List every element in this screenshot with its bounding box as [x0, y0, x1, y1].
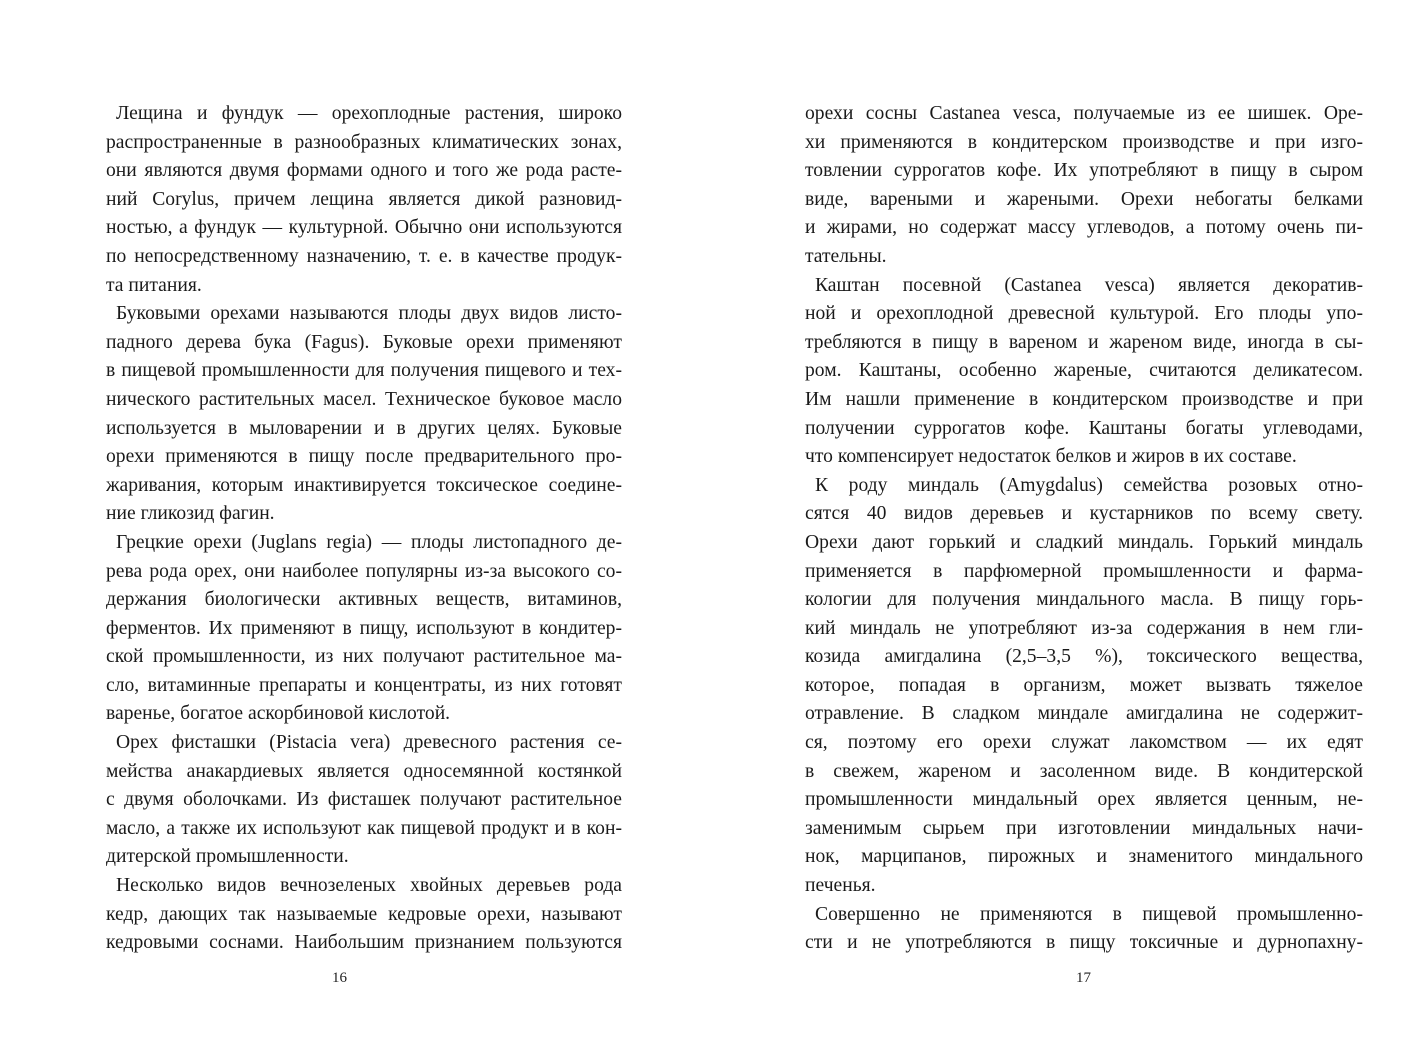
text-line: ферментов. Их применяют в пищу, используют в кондитер- [106, 617, 622, 639]
text-line: в пищевой промышленности для получения пищевого и тех- [106, 360, 622, 382]
text-line: используется в мыловарении и в других целях. Буковые [106, 417, 622, 439]
text-line: мейства анакардиевых является односемянной костянкой [106, 760, 622, 782]
text-line: хи применяются в кондитерском производстве и при изго- [805, 131, 1363, 153]
text-line: Лещина и фундук — орехоплодные растения, широко [116, 103, 622, 124]
text-line: отравление. В сладком миндале амигдалина не содержит- [805, 703, 1363, 725]
text-line: товлении суррогатов кофе. Их употребляют в пищу в сыром [805, 160, 1363, 182]
text-line: ностью, а фундук — культурной. Обычно они используются [106, 217, 622, 239]
text-line: Орехи дают горький и сладкий миндаль. Горький миндаль [805, 531, 1363, 553]
text-line: кедровыми соснами. Наибольшим признанием пользуются [106, 932, 622, 954]
text-line: варенье, богатое аскорбиновой кислотой. [106, 703, 451, 725]
page-number-right: 17 [1076, 970, 1091, 986]
text-line: заменимым сырьем при изготовлении миндальных начи- [805, 817, 1363, 839]
page-number-left: 16 [332, 970, 347, 986]
text-line: которое, попадая в организм, может вызвать тяжелое [805, 674, 1363, 696]
text-line: ние гликозид фагин. [106, 503, 275, 525]
text-line: Им нашли применение в кондитерском производстве и при [805, 388, 1363, 410]
text-line: что компенсирует недостаток белков и жиров в их составе. [805, 446, 1297, 468]
text-line: ром. Каштаны, особенно жареные, считаются деликатесом. [805, 360, 1363, 382]
text-line: козида амигдалина (2,5–3,5 %), токсического вещества, [805, 646, 1363, 668]
text-line: орехи применяются в пищу после предварительного про- [106, 446, 622, 468]
text-line: они являются двумя формами одного и того же рода расте- [106, 160, 622, 182]
text-line: печенья. [805, 875, 876, 897]
text-line: и жирами, но содержат массу углеводов, а потому очень пи- [805, 217, 1363, 239]
text-line: масло, а также их используют как пищевой продукт и в кон- [106, 817, 622, 839]
text-line: Буковыми орехами называются плоды двух видов листо- [116, 303, 622, 325]
text-line: распространенные в разнообразных климатических зонах, [106, 131, 622, 153]
text-line: ний Corylus, причем лещина является дикой разновид- [106, 188, 622, 210]
text-line: Орех фисташки (Pistacia vera) древесного растения се- [116, 732, 622, 754]
text-line: кедр, дающих так называемые кедровые орехи, называют [106, 903, 622, 925]
text-line: применяется в парфюмерной промышленности и фарма- [805, 560, 1363, 582]
text-line: Совершенно не применяются в пищевой промышленно- [815, 903, 1363, 925]
text-line: нок, марципанов, пирожных и знаменитого миндального [805, 846, 1363, 868]
text-line: сло, витаминные препараты и концентраты, из них готовят [106, 674, 622, 696]
text-line: Грецкие орехи (Juglans regia) — плоды листопадного де- [116, 531, 622, 553]
text-line: ской промышленности, из них получают растительное ма- [106, 646, 622, 668]
text-line: жаривания, которым инактивируется токсическое соедине- [106, 474, 622, 496]
text-line: сятся 40 видов деревьев и кустарников по всему свету. [805, 503, 1363, 525]
text-line: ной и орехоплодной древесной культурой. Его плоды упо- [805, 303, 1363, 325]
text-line: кий миндаль не употребляют из-за содержания в нем гли- [805, 617, 1363, 639]
text-line: сти и не употребляются в пищу токсичные и дурнопахну- [805, 932, 1363, 954]
text-line: с двумя оболочками. Из фисташек получают растительное [106, 789, 622, 811]
text-line: требляются в пищу в вареном и жареном виде, иногда в сы- [805, 331, 1363, 353]
text-line: К роду миндаль (Amygdalus) семейства розовых отно- [815, 474, 1363, 496]
text-line: кологии для получения миндального масла. В пищу горь- [805, 589, 1363, 611]
text-line: тательны. [805, 245, 887, 267]
text-line: рева рода орех, они наиболее популярны из-за высокого со- [106, 560, 622, 582]
page-left [106, 100, 622, 958]
text-line: орехи сосны Castanea vesca, получаемые из ее шишек. Оре- [805, 103, 1363, 124]
text-line: нического растительных масел. Техническое буковое масло [106, 388, 622, 410]
text-line: та питания. [106, 274, 202, 296]
text-line: получении суррогатов кофе. Каштаны богаты углеводами, [805, 417, 1363, 439]
text-line: держания биологически активных веществ, витаминов, [106, 589, 622, 611]
text-line: в свежем, жареном и засоленном виде. В кондитерской [805, 760, 1363, 782]
text-line: виде, вареными и жареными. Орехи небогаты белками [805, 188, 1363, 210]
text-line: дитерской промышленности. [106, 846, 349, 868]
text-line: падного дерева бука (Fagus). Буковые орехи применяют [106, 331, 622, 353]
text-line: ся, поэтому его орехи служат лакомством — их едят [805, 732, 1363, 754]
text-line: Каштан посевной (Castanea vesca) является декоратив- [815, 274, 1363, 296]
text-line: Несколько видов вечнозеленых хвойных деревьев рода [116, 875, 622, 897]
text-line: промышленности миндальный орех является ценным, не- [805, 789, 1363, 811]
page-right [805, 100, 1363, 958]
text-line: по непосредственному назначению, т. е. в качестве продук- [106, 245, 622, 267]
